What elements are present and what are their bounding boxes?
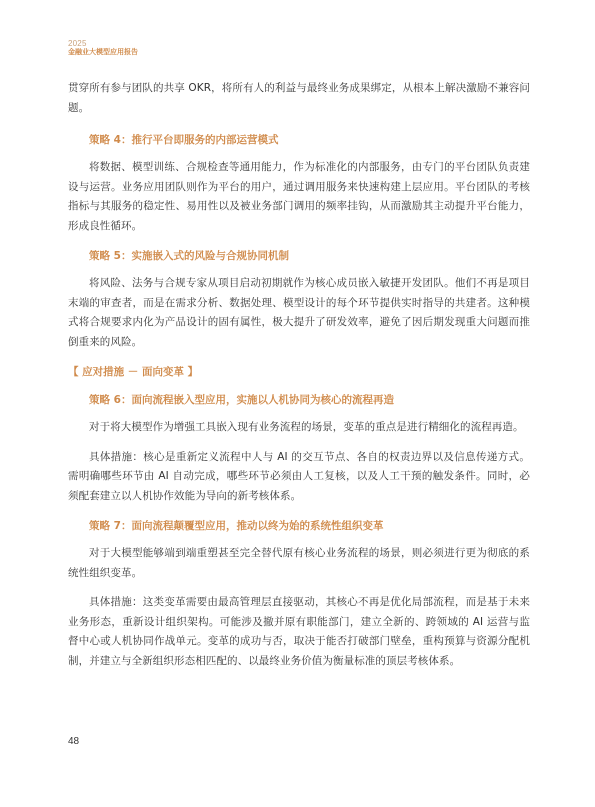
report-header — [68, 39, 138, 57]
strategy-7-heading: 策略 7：面向流程颠覆型应用，推动以终为始的系统性组织变革 — [89, 520, 384, 532]
strategy-6-heading: 策略 6：面向流程嵌入型应用，实施以人机协同为核心的流程再造 — [89, 394, 394, 406]
strategy-7-intro: 对于大模型能够端到端重塑甚至完全替代原有核心业务流程的场景，则必须进行更为彻底的系统性组织变革。 — [68, 547, 530, 579]
strategy-5-body: 将风险、法务与合规专家从项目启动初期就作为核心成员嵌入敏捷开发团队。他们不再是项目末端的审查者，而是在需求分析、数据处理、模型设计的每个环节提供实时指导的共建者。这种模式将合规要求内化为产品设计的固有属性，极大提升了研发效率，避免了因后期发现重大问题而推倒重来的风险。 — [68, 277, 530, 348]
strategy-4-heading: 策略 4：推行平台即服务的内部运营模式 — [89, 134, 279, 146]
strategy-5-heading: 策略 5：实施嵌入式的风险与合规协同机制 — [89, 250, 289, 262]
main-content — [68, 79, 530, 671]
section-heading: 【 应对措施 － 面向变革 】 — [68, 366, 199, 378]
strategy-4-body: 将数据、模型训练、合规检查等通用能力，作为标准化的内部服务，由专门的平台团队负责建设与运营。业务应用团队则作为平台的用户，通过调用服务来快速构建上层应用。平台团队的考核指标与其服务的稳定性、易用性以及被业务部门调用的频率挂钩，从而激励其主动提升平台能力，形成良性循环。 — [68, 161, 530, 232]
page-number: 48 — [68, 736, 80, 747]
strategy-7-measures: 具体措施：这类变革需要由最高管理层直接驱动，其核心不再是优化局部流程，而是基于未来业务形态，重新设计组织架构。可能涉及撤并原有职能部门，建立全新的、跨领域的 AI 运营与监督中心或人机协同作战单元。变革的成功与否，取决于能否打破部门壁垒，重构预算与资源分配机制，并建立与全新组织形态相匹配的、以最终业务价值为衡量标准的顶层考核体系。 — [68, 596, 530, 667]
strategy-6-intro: 对于将大模型作为增强工具嵌入现有业务流程的场景，变革的重点是进行精细化的流程再造。 — [89, 421, 524, 433]
paragraph-okr: 贯穿所有参与团队的共享 OKR，将所有人的利益与最终业务成果绑定，从根本上解决激励不兼容问题。 — [68, 82, 530, 114]
strategy-6-measures: 具体措施：核心是重新定义流程中人与 AI 的交互节点、各自的权责边界以及信息传递方式。需明确哪些环节由 AI 自动完成，哪些环节必须由人工复核，以及人工干预的触发条件。同时，必须配套建立以人机协作效能为导向的新考核体系。 — [68, 450, 530, 502]
header-subtitle: 金融业大模型应用报告 — [68, 48, 138, 56]
header-year: 2025 — [68, 39, 87, 48]
